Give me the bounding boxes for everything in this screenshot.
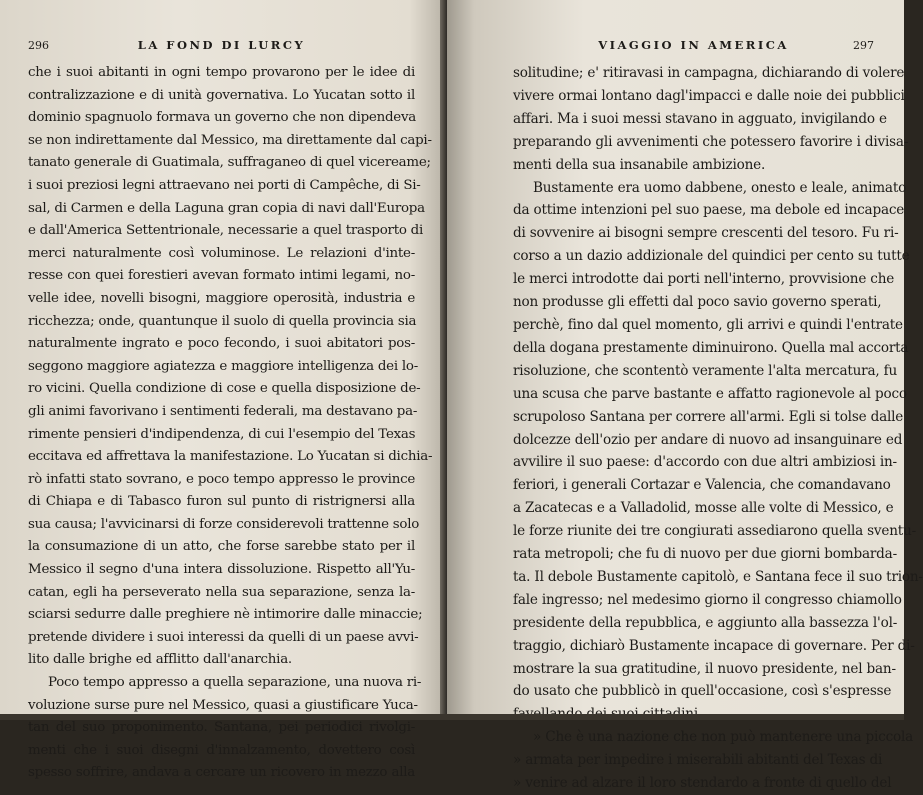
text-line: » Che è una nazione che non può mantenere una piccola bbox=[533, 729, 914, 746]
text-line: e dall'America Settentrionale, necessarie a quel trasporto di bbox=[28, 223, 424, 239]
text-line: scrupoloso Santana per correre all'armi. Egli si tolse dalle bbox=[513, 408, 904, 425]
text-line: dominio spagnuolo formava un governo che non dipendeva bbox=[28, 110, 417, 126]
text-line: sal, di Carmen e della Laguna gran copia di navi dall'Europa bbox=[28, 200, 425, 216]
text-line: una scusa che parve bastante e affatto ragionevole al poco bbox=[513, 385, 907, 402]
text-line: di sovvenire ai bisogni sempre crescenti del tesoro. Fu ri- bbox=[513, 225, 899, 242]
text-line: vivere ormai lontano dagl'impacci e dalle noie dei pubblici bbox=[513, 87, 905, 104]
text-line: fale ingresso; nel medesimo giorno il congresso chiamollo bbox=[513, 591, 902, 608]
text-line: presidente della repubblica, e aggiunto alla bassezza l'ol- bbox=[513, 614, 898, 631]
text-line: preparando gli avvenimenti che potessero favorire i divisa- bbox=[513, 133, 909, 150]
text-line: non produsse gli effetti dal poco savio governo sperati, bbox=[513, 294, 882, 311]
paragraph bbox=[513, 177, 923, 727]
paragraph bbox=[513, 726, 914, 795]
text-line: rò infatti stato sovrano, e poco tempo appresso le province bbox=[28, 471, 415, 487]
text-line: Poco tempo appresso a quella separazione, una nuova ri- bbox=[48, 675, 422, 691]
text-line: naturalmente ingrato e poco fecondo, i suoi abitatori pos- bbox=[28, 336, 415, 352]
paragraph bbox=[28, 672, 422, 785]
text-line: menti che i suoi disegni d'innalzamento, dovettero così bbox=[28, 742, 415, 758]
text-line: se non indirettamente dal Messico, ma direttamente dal capi- bbox=[28, 132, 432, 148]
text-line: di Chiapa e di Tabasco furon sul punto di ristrignersi alla bbox=[28, 494, 415, 510]
text-line: menti della sua insanabile ambizione. bbox=[513, 156, 766, 173]
text-line: sciarsi sedurre dalle preghiere nè intimorire dalle minaccie; bbox=[28, 607, 423, 623]
text-line: risoluzione, che scontentò veramente l'alta mercatura, fu bbox=[513, 362, 898, 379]
right-page-number: 297 bbox=[853, 39, 874, 52]
text-line: perchè, fino dal quel momento, gli arrivi e quindi l'entrate bbox=[513, 316, 903, 333]
text-line: do usato che pubblicò in quell'occasione, così s'espresse bbox=[513, 683, 892, 700]
text-line: le merci introdotte dai porti nell'interno, provvisione che bbox=[513, 271, 895, 288]
text-line: ta. Il debole Bustamente capitolò, e Santana fece il suo trion- bbox=[513, 568, 923, 585]
text-line: pretende dividere i suoi interessi da quelli di un paese avvi- bbox=[28, 629, 419, 645]
left-page-header bbox=[28, 38, 415, 56]
text-line: merci naturalmente così voluminose. Le relazioni d'inte- bbox=[28, 245, 415, 261]
text-line: le forze riunite dei tre congiurati assediarono quella sventu- bbox=[513, 523, 917, 540]
text-line: eccitava ed affrettava la manifestazione. Lo Yucatan si dichia- bbox=[28, 449, 433, 465]
text-line: spesso soffrire, andava a cercare un ricovero in mezzo alla bbox=[28, 765, 415, 781]
text-line: catan, egli ha perseverato nella sua separazione, senza la- bbox=[28, 584, 415, 600]
text-line: avvilire il suo paese: d'accordo con due altri ambiziosi in- bbox=[513, 454, 897, 471]
text-line: gli animi favorivano i sentimenti federali, ma destavano pa- bbox=[28, 403, 418, 419]
text-line: rata metropoli; che fu di nuovo per due giorni bombarda- bbox=[513, 546, 897, 563]
text-line: feriori, i generali Cortazar e Valencia, che comandavano bbox=[513, 477, 891, 494]
text-line: seggono maggiore agiatezza e maggiore intelligenza dei lo- bbox=[28, 358, 418, 374]
right-page bbox=[447, 0, 923, 792]
text-line: tanato generale di Guatimala, suffraganeo di quel vicereame; bbox=[28, 155, 431, 171]
text-line: mostrare la sua gratitudine, il nuovo presidente, nel ban- bbox=[513, 660, 896, 677]
text-line: che i suoi abitanti in ogni tempo provarono per le idee di bbox=[28, 65, 415, 80]
text-line: i suoi preziosi legni attraevano nei porti di Campêche, di Si- bbox=[28, 177, 421, 193]
text-line: » venire ad alzare il loro stendardo a fronte di quello del bbox=[513, 775, 892, 792]
text-line: traggio, dichiarò Bustamente incapace di governare. Per di- bbox=[513, 637, 915, 654]
text-line: solitudine; e' ritiravasi in campagna, dichiarando di volere bbox=[513, 65, 905, 81]
text-line: voluzione surse pure nel Messico, quasi a giustificare Yuca- bbox=[28, 697, 418, 713]
text-line: tan del suo proponimento. Santana, pei periodici rivolgi- bbox=[28, 720, 415, 736]
text-line: lito dalle brighe ed afflitto dall'anarchia. bbox=[28, 652, 292, 668]
text-line: Bustamente era uomo dabbene, onesto e leale, animato bbox=[533, 179, 907, 196]
text-line: della dogana prestamente diminuirono. Quella mal accorta bbox=[513, 339, 909, 356]
right-running-head: VIAGGIO IN AMERICA bbox=[598, 38, 789, 52]
text-line: la consumazione di un atto, che forse sarebbe stato per il bbox=[28, 539, 415, 555]
left-page-number: 296 bbox=[28, 39, 49, 52]
text-line: resse con quei forestieri avevan formato intimi legami, no- bbox=[28, 268, 415, 284]
left-page-text bbox=[28, 62, 433, 785]
text-line: dolcezze dell'ozio per andare di nuovo ad insanguinare ed bbox=[513, 431, 903, 448]
text-line: corso a un dazio addizionale del quindici per cento su tutte bbox=[513, 248, 910, 265]
left-running-head: LA FOND DI LURCY bbox=[137, 38, 306, 52]
paragraph bbox=[28, 62, 433, 672]
text-line: a Zacatecas e a Valladolid, mosse alle volte di Messico, e bbox=[513, 500, 894, 517]
text-line: da ottime intenzioni pel suo paese, ma debole ed incapace bbox=[513, 202, 905, 219]
text-line: Messico il segno d'una intera dissoluzione. Rispetto all'Yu- bbox=[28, 562, 415, 578]
text-line: contralizzazione e di unità governativa. Lo Yucatan sotto il bbox=[28, 87, 415, 103]
text-line: velle idee, novelli bisogni, maggiore operosità, industria e bbox=[28, 290, 415, 306]
text-line: sua causa; l'avvicinarsi di forze considerevoli trattenne solo bbox=[28, 516, 420, 532]
text-line: rimente pensieri d'indipendenza, di cui l'esempio del Texas bbox=[28, 426, 416, 442]
right-page-text bbox=[513, 62, 923, 795]
text-line: » armata per impedire i miserabili abitanti del Texas di bbox=[513, 752, 883, 769]
text-line: ricchezza; onde, quantunque il suolo di quella provincia sia bbox=[28, 313, 417, 329]
text-line: affari. Ma i suoi messi stavano in agguato, invigilando e bbox=[513, 110, 887, 127]
page-bottom-edge bbox=[0, 714, 904, 720]
right-page-header bbox=[513, 38, 874, 56]
text-line: ro vicini. Quella condizione di cose e quella disposizione de- bbox=[28, 381, 421, 397]
paragraph bbox=[513, 62, 909, 177]
left-page bbox=[0, 0, 445, 781]
